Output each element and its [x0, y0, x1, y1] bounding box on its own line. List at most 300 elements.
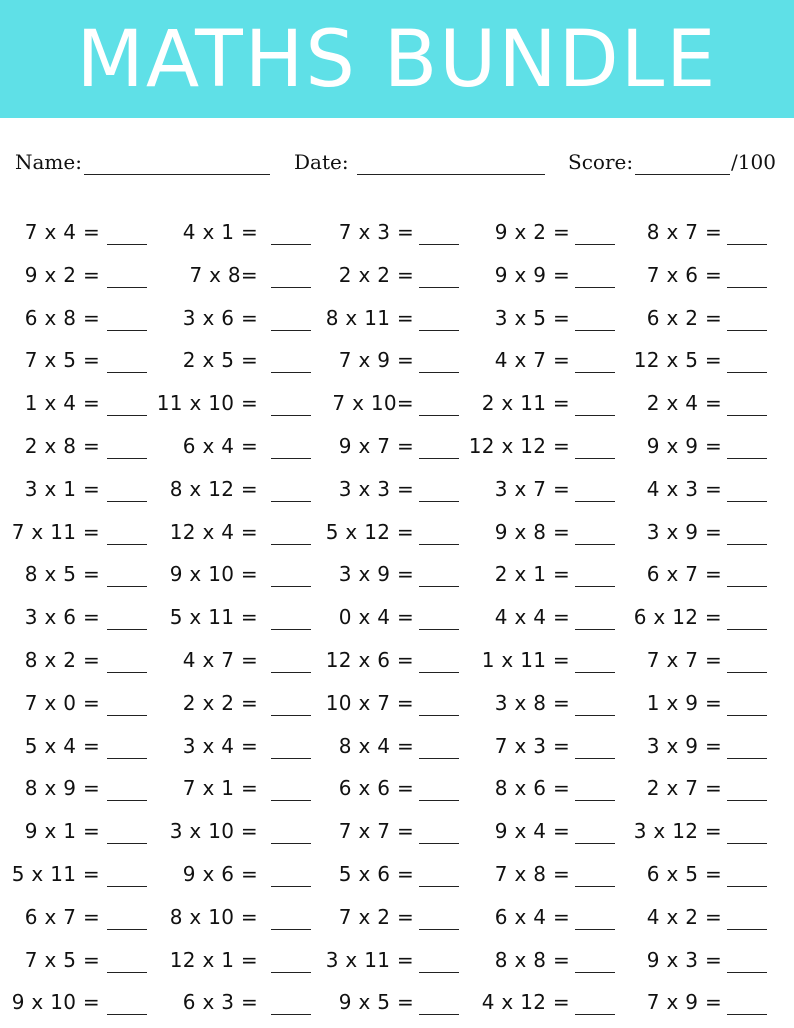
- problem-equation: 3 x 7 =: [494, 476, 570, 501]
- problem-equation: 9 x 9 =: [494, 262, 570, 287]
- answer-blank[interactable]: [575, 458, 615, 459]
- problem-equation: 5 x 4 =: [24, 733, 100, 758]
- problem-equation: 3 x 9 =: [646, 519, 722, 544]
- problem-item: [470, 640, 620, 683]
- problem-item: [624, 426, 774, 469]
- answer-blank[interactable]: [271, 458, 311, 459]
- answer-blank[interactable]: [727, 758, 767, 759]
- problem-item: [470, 940, 620, 983]
- answer-blank[interactable]: [419, 415, 459, 416]
- problem-equation: 9 x 2 =: [494, 220, 570, 244]
- problem-item: [0, 298, 150, 341]
- problem-item: [470, 426, 620, 469]
- problem-item: [158, 512, 308, 555]
- problem-equation: 7 x 9 =: [338, 348, 414, 373]
- problem-equation: 7 x 3 =: [494, 733, 570, 758]
- problem-equation: 2 x 8 =: [24, 433, 100, 458]
- problem-equation: 4 x 7 =: [494, 348, 570, 373]
- problem-row: [0, 426, 794, 469]
- problem-item: [0, 597, 150, 640]
- answer-blank[interactable]: [419, 586, 459, 587]
- answer-blank[interactable]: [575, 415, 615, 416]
- problem-equation: 7 x 5 =: [24, 348, 100, 373]
- problem-item: [314, 383, 464, 426]
- problem-item: [314, 640, 464, 683]
- problem-equation: 8 x 9 =: [24, 776, 100, 801]
- answer-blank[interactable]: [107, 1014, 147, 1015]
- problem-item: [158, 982, 308, 1025]
- answer-blank[interactable]: [727, 629, 767, 630]
- name-label: Name:: [15, 150, 82, 174]
- answer-blank[interactable]: [727, 330, 767, 331]
- problem-equation: 7 x 10=: [332, 391, 414, 416]
- answer-blank[interactable]: [107, 929, 147, 930]
- problem-item: [624, 597, 774, 640]
- problem-item: [624, 854, 774, 897]
- problem-equation: 6 x 7 =: [24, 904, 100, 929]
- answer-blank[interactable]: [727, 501, 767, 502]
- answer-blank[interactable]: [419, 715, 459, 716]
- problem-item: [470, 383, 620, 426]
- answer-blank[interactable]: [727, 287, 767, 288]
- problem-equation: 3 x 9 =: [338, 562, 414, 587]
- problem-item: [314, 854, 464, 897]
- answer-blank[interactable]: [575, 544, 615, 545]
- problem-equation: 7 x 3 =: [338, 220, 414, 244]
- problem-item: [624, 554, 774, 597]
- problem-equation: 6 x 2 =: [646, 305, 722, 330]
- answer-blank[interactable]: [575, 287, 615, 288]
- problem-row: [0, 554, 794, 597]
- problem-equation: 2 x 2 =: [338, 262, 414, 287]
- problem-equation: 12 x 12 =: [468, 433, 570, 458]
- problem-equation: 7 x 4 =: [24, 220, 100, 244]
- problem-item: [624, 512, 774, 555]
- problem-row: [0, 469, 794, 512]
- answer-blank[interactable]: [271, 586, 311, 587]
- problem-item: [158, 383, 308, 426]
- problem-equation: 3 x 8 =: [494, 690, 570, 715]
- problem-equation: 2 x 4 =: [646, 391, 722, 416]
- problem-equation: 1 x 11 =: [481, 647, 570, 672]
- problem-equation: 7 x 6 =: [646, 262, 722, 287]
- problem-equation: 4 x 7 =: [182, 647, 258, 672]
- answer-blank[interactable]: [107, 758, 147, 759]
- answer-blank[interactable]: [419, 672, 459, 673]
- answer-blank[interactable]: [727, 929, 767, 930]
- problem-item: [624, 940, 774, 983]
- problem-equation: 9 x 9 =: [646, 433, 722, 458]
- problem-row: [0, 768, 794, 811]
- problem-item: [158, 854, 308, 897]
- answer-blank[interactable]: [419, 287, 459, 288]
- problem-item: [158, 298, 308, 341]
- problem-row: [0, 340, 794, 383]
- answer-blank[interactable]: [419, 330, 459, 331]
- problem-item: [158, 811, 308, 854]
- answer-blank[interactable]: [271, 330, 311, 331]
- answer-blank[interactable]: [107, 501, 147, 502]
- problem-item: [470, 298, 620, 341]
- problem-item: [470, 255, 620, 298]
- problem-item: [470, 768, 620, 811]
- problem-equation: 7 x 7 =: [646, 647, 722, 672]
- problem-equation: 2 x 11 =: [481, 391, 570, 416]
- answer-blank[interactable]: [575, 886, 615, 887]
- score-field-line[interactable]: [635, 174, 730, 175]
- answer-blank[interactable]: [575, 244, 615, 245]
- answer-blank[interactable]: [271, 629, 311, 630]
- problem-equation: 6 x 3 =: [182, 990, 258, 1015]
- answer-blank[interactable]: [419, 501, 459, 502]
- problem-equation: 8 x 10 =: [169, 904, 258, 929]
- problem-item: [0, 554, 150, 597]
- answer-blank[interactable]: [419, 458, 459, 459]
- problem-item: [314, 298, 464, 341]
- problem-row: [0, 383, 794, 426]
- problem-item: [624, 469, 774, 512]
- problem-item: [470, 340, 620, 383]
- answer-blank[interactable]: [727, 415, 767, 416]
- problem-item: [158, 726, 308, 769]
- problem-row: [0, 982, 794, 1025]
- answer-blank[interactable]: [575, 629, 615, 630]
- problem-row: [0, 255, 794, 298]
- problem-row: [0, 726, 794, 769]
- answer-blank[interactable]: [575, 1014, 615, 1015]
- answer-blank[interactable]: [107, 415, 147, 416]
- problem-item: [314, 897, 464, 940]
- problem-equation: 2 x 7 =: [646, 776, 722, 801]
- problem-equation: 2 x 2 =: [182, 690, 258, 715]
- answer-blank[interactable]: [575, 800, 615, 801]
- answer-blank[interactable]: [575, 715, 615, 716]
- problem-item: [158, 940, 308, 983]
- answer-blank[interactable]: [107, 843, 147, 844]
- problem-item: [0, 212, 150, 255]
- answer-blank[interactable]: [575, 330, 615, 331]
- answer-blank[interactable]: [271, 758, 311, 759]
- problem-equation: 7 x 0 =: [24, 690, 100, 715]
- answer-blank[interactable]: [575, 586, 615, 587]
- answer-blank[interactable]: [271, 672, 311, 673]
- answer-blank[interactable]: [575, 501, 615, 502]
- problem-item: [0, 640, 150, 683]
- answer-blank[interactable]: [419, 372, 459, 373]
- problem-item: [158, 640, 308, 683]
- answer-blank[interactable]: [419, 800, 459, 801]
- problem-equation: 9 x 1 =: [24, 819, 100, 844]
- problem-item: [314, 426, 464, 469]
- problem-equation: 4 x 4 =: [494, 605, 570, 630]
- problem-equation: 6 x 6 =: [338, 776, 414, 801]
- problem-item: [314, 726, 464, 769]
- problem-equation: 9 x 10 =: [169, 562, 258, 587]
- problem-item: [0, 469, 150, 512]
- problem-item: [0, 811, 150, 854]
- problem-row: [0, 512, 794, 555]
- problem-equation: 3 x 5 =: [494, 305, 570, 330]
- problem-equation: 7 x 9 =: [646, 990, 722, 1015]
- problem-equation: 3 x 12 =: [633, 819, 722, 844]
- problem-equation: 7 x 5 =: [24, 947, 100, 972]
- problem-equation: 3 x 10 =: [169, 819, 258, 844]
- answer-blank[interactable]: [727, 544, 767, 545]
- answer-blank[interactable]: [575, 758, 615, 759]
- problem-equation: 9 x 2 =: [24, 262, 100, 287]
- answer-blank[interactable]: [271, 800, 311, 801]
- problem-equation: 6 x 5 =: [646, 861, 722, 886]
- answer-blank[interactable]: [271, 929, 311, 930]
- problem-item: [158, 212, 308, 255]
- problem-item: [158, 597, 308, 640]
- problem-item: [0, 940, 150, 983]
- problem-item: [314, 768, 464, 811]
- answer-blank[interactable]: [575, 929, 615, 930]
- page-title: MATHS BUNDLE: [76, 15, 718, 105]
- problem-item: [314, 340, 464, 383]
- problem-item: [470, 469, 620, 512]
- problem-equation: 0 x 4 =: [338, 605, 414, 630]
- problem-equation: 7 x 8=: [189, 262, 258, 287]
- answer-blank[interactable]: [419, 843, 459, 844]
- problem-item: [314, 512, 464, 555]
- problem-item: [158, 554, 308, 597]
- problem-item: [158, 469, 308, 512]
- problem-item: [624, 383, 774, 426]
- problem-row: [0, 640, 794, 683]
- problem-equation: 7 x 11 =: [11, 519, 100, 544]
- problem-equation: 2 x 5 =: [182, 348, 258, 373]
- answer-blank[interactable]: [271, 287, 311, 288]
- problem-equation: 8 x 8 =: [494, 947, 570, 972]
- answer-blank[interactable]: [271, 372, 311, 373]
- answer-blank[interactable]: [271, 843, 311, 844]
- problem-equation: 12 x 1 =: [169, 947, 258, 972]
- answer-blank[interactable]: [107, 629, 147, 630]
- problem-row: [0, 811, 794, 854]
- problem-item: [624, 897, 774, 940]
- answer-blank[interactable]: [575, 972, 615, 973]
- problem-equation: 6 x 12 =: [633, 605, 722, 630]
- name-field-line[interactable]: [84, 174, 270, 175]
- answer-blank[interactable]: [271, 886, 311, 887]
- problem-item: [470, 726, 620, 769]
- date-field-line[interactable]: [357, 174, 545, 175]
- answer-blank[interactable]: [727, 886, 767, 887]
- problem-item: [158, 897, 308, 940]
- problem-equation: 3 x 11 =: [325, 947, 414, 972]
- problem-equation: 5 x 12 =: [325, 519, 414, 544]
- title-banner: [0, 0, 794, 118]
- problem-item: [470, 212, 620, 255]
- problem-equation: 6 x 4 =: [494, 904, 570, 929]
- problem-equation: 4 x 2 =: [646, 904, 722, 929]
- problem-grid: [0, 212, 794, 1025]
- problem-equation: 7 x 2 =: [338, 904, 414, 929]
- problem-equation: 9 x 7 =: [338, 433, 414, 458]
- answer-blank[interactable]: [727, 1014, 767, 1015]
- answer-blank[interactable]: [727, 244, 767, 245]
- problem-item: [624, 298, 774, 341]
- problem-equation: 8 x 11 =: [325, 305, 414, 330]
- problem-item: [0, 683, 150, 726]
- answer-blank[interactable]: [271, 415, 311, 416]
- answer-blank[interactable]: [107, 458, 147, 459]
- problem-equation: 8 x 2 =: [24, 647, 100, 672]
- problem-row: [0, 683, 794, 726]
- problem-equation: 12 x 6 =: [325, 647, 414, 672]
- problem-item: [158, 683, 308, 726]
- problem-item: [470, 554, 620, 597]
- answer-blank[interactable]: [575, 843, 615, 844]
- problem-equation: 9 x 6 =: [182, 861, 258, 886]
- problem-item: [624, 212, 774, 255]
- problem-item: [470, 683, 620, 726]
- answer-blank[interactable]: [419, 972, 459, 973]
- problem-item: [624, 340, 774, 383]
- problem-item: [0, 512, 150, 555]
- problem-equation: 6 x 8 =: [24, 305, 100, 330]
- problem-equation: 5 x 6 =: [338, 861, 414, 886]
- answer-blank[interactable]: [107, 886, 147, 887]
- answer-blank[interactable]: [107, 800, 147, 801]
- problem-row: [0, 597, 794, 640]
- answer-blank[interactable]: [727, 458, 767, 459]
- answer-blank[interactable]: [419, 1014, 459, 1015]
- problem-item: [0, 426, 150, 469]
- problem-equation: 3 x 9 =: [646, 733, 722, 758]
- problem-item: [624, 811, 774, 854]
- problem-item: [0, 768, 150, 811]
- problem-item: [470, 512, 620, 555]
- problem-item: [158, 255, 308, 298]
- problem-item: [314, 683, 464, 726]
- answer-blank[interactable]: [727, 715, 767, 716]
- problem-row: [0, 940, 794, 983]
- problem-item: [624, 726, 774, 769]
- problem-item: [624, 683, 774, 726]
- answer-blank[interactable]: [107, 972, 147, 973]
- problem-item: [314, 982, 464, 1025]
- problem-item: [624, 982, 774, 1025]
- problem-equation: 6 x 7 =: [646, 562, 722, 587]
- answer-blank[interactable]: [107, 372, 147, 373]
- problem-item: [158, 426, 308, 469]
- problem-equation: 12 x 4 =: [169, 519, 258, 544]
- problem-item: [470, 597, 620, 640]
- answer-blank[interactable]: [727, 972, 767, 973]
- answer-blank[interactable]: [271, 715, 311, 716]
- answer-blank[interactable]: [727, 672, 767, 673]
- answer-blank[interactable]: [107, 287, 147, 288]
- answer-blank[interactable]: [107, 672, 147, 673]
- answer-blank[interactable]: [271, 972, 311, 973]
- answer-blank[interactable]: [107, 715, 147, 716]
- answer-blank[interactable]: [271, 244, 311, 245]
- problem-item: [314, 212, 464, 255]
- problem-item: [624, 255, 774, 298]
- problem-equation: 3 x 3 =: [338, 476, 414, 501]
- problem-item: [314, 811, 464, 854]
- problem-item: [0, 982, 150, 1025]
- problem-equation: 8 x 6 =: [494, 776, 570, 801]
- problem-equation: 3 x 4 =: [182, 733, 258, 758]
- problem-equation: 11 x 10 =: [156, 391, 258, 416]
- answer-blank[interactable]: [107, 544, 147, 545]
- problem-equation: 8 x 12 =: [169, 476, 258, 501]
- problem-row: [0, 212, 794, 255]
- problem-item: [0, 255, 150, 298]
- answer-blank[interactable]: [107, 244, 147, 245]
- problem-equation: 3 x 1 =: [24, 476, 100, 501]
- problem-equation: 5 x 11 =: [11, 861, 100, 886]
- problem-equation: 9 x 10 =: [11, 990, 100, 1015]
- problem-equation: 4 x 3 =: [646, 476, 722, 501]
- problem-equation: 4 x 12 =: [481, 990, 570, 1015]
- problem-item: [0, 383, 150, 426]
- problem-item: [0, 854, 150, 897]
- score-total: /100: [731, 150, 776, 174]
- answer-blank[interactable]: [575, 672, 615, 673]
- problem-row: [0, 897, 794, 940]
- answer-blank[interactable]: [419, 929, 459, 930]
- problem-item: [0, 726, 150, 769]
- answer-blank[interactable]: [727, 800, 767, 801]
- problem-equation: 6 x 4 =: [182, 433, 258, 458]
- problem-equation: 4 x 1 =: [182, 220, 258, 244]
- score-label: Score:: [568, 150, 634, 174]
- problem-item: [470, 897, 620, 940]
- answer-blank[interactable]: [107, 330, 147, 331]
- problem-equation: 12 x 5 =: [633, 348, 722, 373]
- answer-blank[interactable]: [419, 244, 459, 245]
- problem-equation: 8 x 7 =: [646, 220, 722, 244]
- answer-blank[interactable]: [419, 544, 459, 545]
- answer-blank[interactable]: [419, 758, 459, 759]
- date-label: Date:: [294, 150, 349, 174]
- answer-blank[interactable]: [107, 586, 147, 587]
- answer-blank[interactable]: [271, 501, 311, 502]
- problem-item: [624, 640, 774, 683]
- problem-equation: 5 x 11 =: [169, 605, 258, 630]
- problem-item: [470, 811, 620, 854]
- answer-blank[interactable]: [575, 372, 615, 373]
- problem-item: [314, 255, 464, 298]
- answer-blank[interactable]: [419, 629, 459, 630]
- answer-blank[interactable]: [727, 586, 767, 587]
- answer-blank[interactable]: [271, 1014, 311, 1015]
- answer-blank[interactable]: [419, 886, 459, 887]
- answer-blank[interactable]: [271, 544, 311, 545]
- problem-equation: 7 x 1 =: [182, 776, 258, 801]
- answer-blank[interactable]: [727, 843, 767, 844]
- problem-item: [314, 597, 464, 640]
- problem-item: [158, 768, 308, 811]
- problem-equation: 3 x 6 =: [24, 605, 100, 630]
- problem-equation: 10 x 7 =: [325, 690, 414, 715]
- problem-item: [470, 854, 620, 897]
- problem-equation: 9 x 3 =: [646, 947, 722, 972]
- answer-blank[interactable]: [727, 372, 767, 373]
- problem-item: [158, 340, 308, 383]
- problem-equation: 8 x 5 =: [24, 562, 100, 587]
- problem-item: [0, 340, 150, 383]
- problem-item: [314, 554, 464, 597]
- problem-equation: 8 x 4 =: [338, 733, 414, 758]
- problem-equation: 9 x 4 =: [494, 819, 570, 844]
- problem-item: [314, 469, 464, 512]
